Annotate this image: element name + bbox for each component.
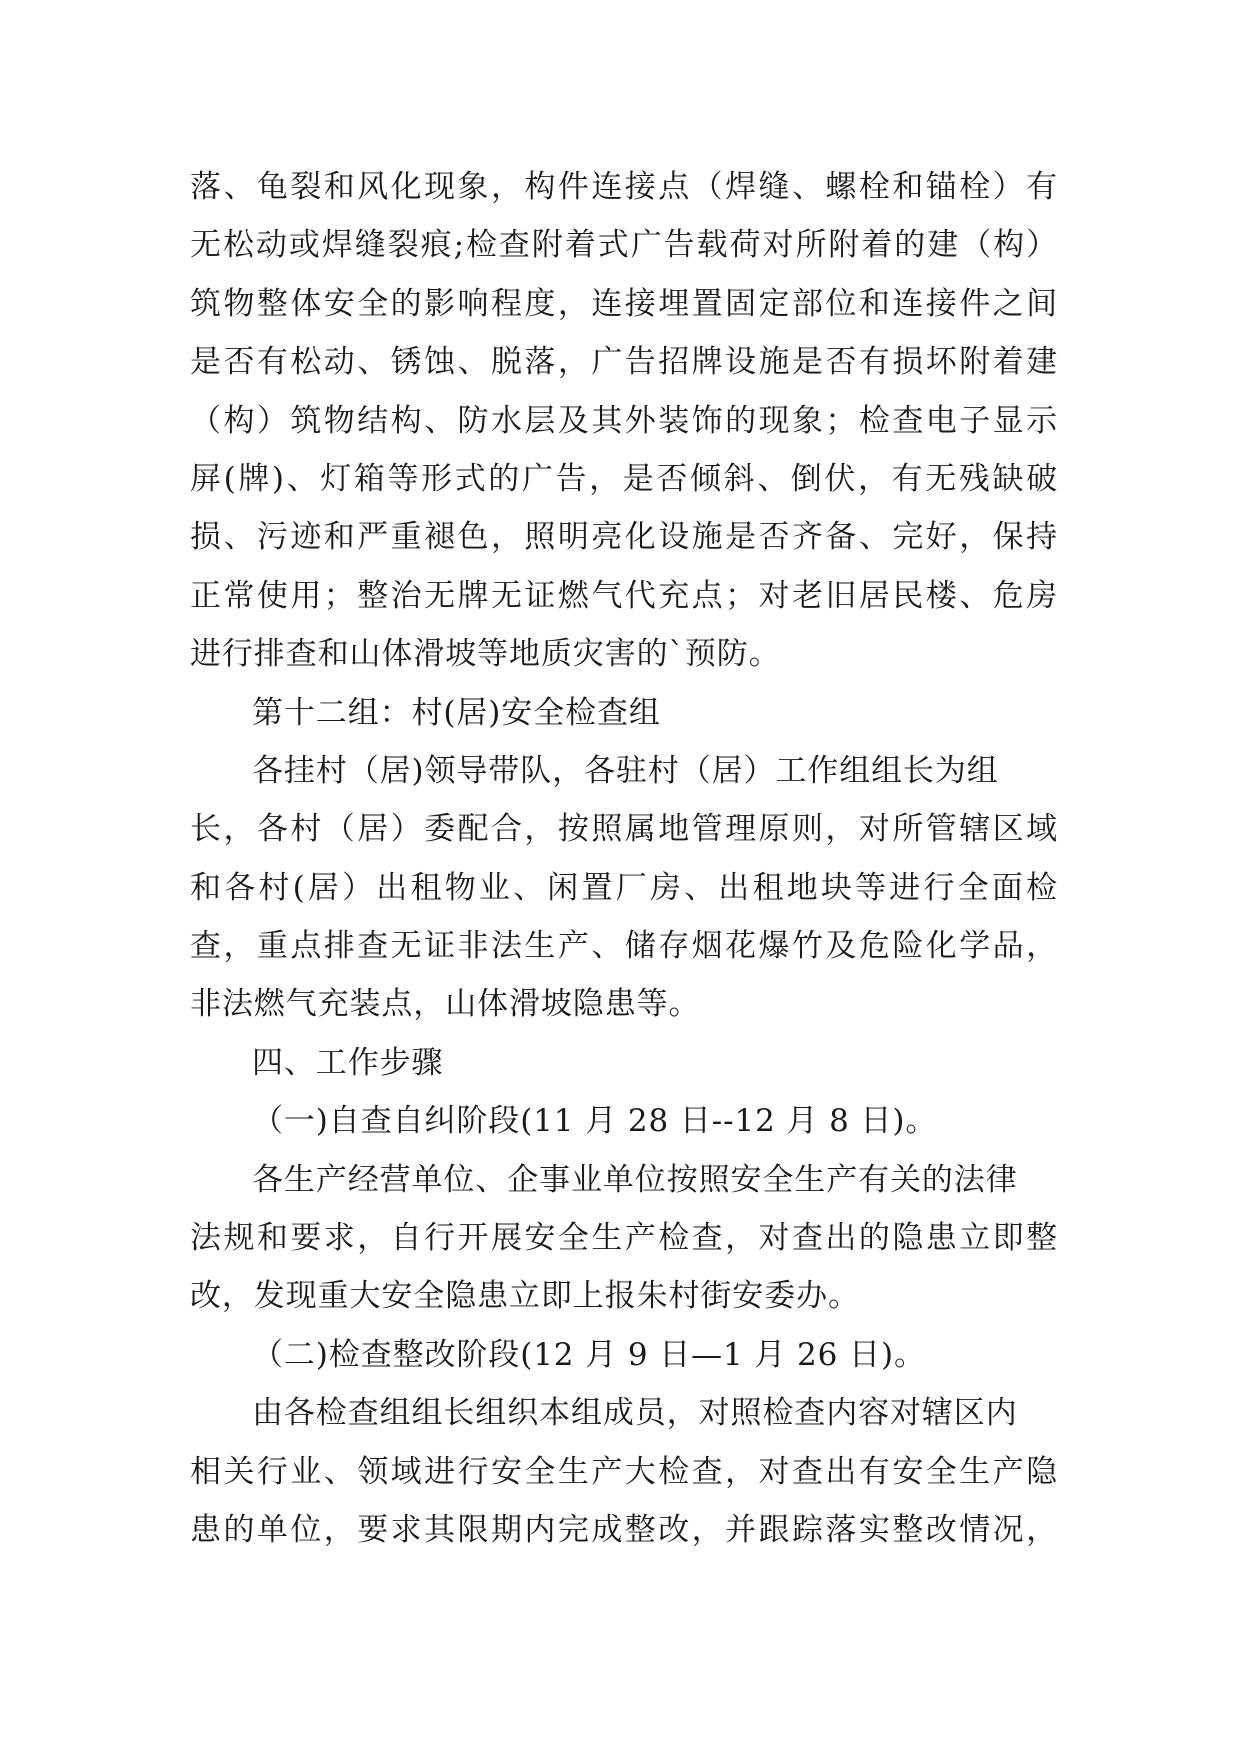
paragraph-start-line: 各生产经营单位、企事业单位按照安全生产有关的法律 (252, 1161, 1018, 1198)
section-heading-work-steps: 四、工作步骤 (252, 1044, 444, 1081)
paragraph-end-line: 非法燃气充装点，山体滑坡隐患等。 (190, 986, 701, 1023)
text-line: 正常使用；整治无牌无证燃气代充点；对老旧居民楼、危房 (190, 577, 1058, 614)
text-line: 落、龟裂和风化现象，构件连接点（焊缝、螺栓和锚栓）有 (190, 169, 1058, 205)
text-line: 无松动或焊缝裂痕;检查附着式广告载荷对所附着的建（构） (190, 227, 1058, 264)
subheading-inspection-rectification: （二)检查整改阶段(12 月 9 日—1 月 26 日)。 (252, 1336, 926, 1373)
text-line: 损、污迹和严重褪色，照明亮化设施是否齐备、完好，保持 (190, 519, 1058, 556)
text-line: 和各村(居）出租物业、闲置厂房、出租地块等进行全面检 (190, 869, 1058, 906)
text-line: 患的单位，要求其限期内完成整改，并跟踪落实整改情况， (190, 1511, 1058, 1548)
paragraph-start-line: 各挂村（居)领导带队，各驻村（居）工作组组长为组 (252, 752, 999, 789)
subheading-self-inspection: （一)自查自纠阶段(11 月 28 日--12 月 8 日)。 (252, 1103, 938, 1140)
text-line: 筑物整体安全的影响程度，连接埋置固定部位和连接件之间 (190, 285, 1058, 322)
paragraph-end-line: 改，发现重大安全隐患立即上报朱村街安委办。 (190, 1278, 860, 1315)
section-heading-group-12: 第十二组：村(居)安全检查组 (252, 694, 661, 731)
text-line: 屏(牌)、灯箱等形式的广告，是否倾斜、倒伏，有无残缺破 (190, 460, 1058, 497)
paragraph-start-line: 由各检查组组长组织本组成员，对照检查内容对辖区内 (252, 1395, 1018, 1432)
document-body (190, 158, 1058, 1559)
text-line: 查，重点排查无证非法生产、储存烟花爆竹及危险化学品， (190, 928, 1058, 965)
text-line: （构）筑物结构、防水层及其外装饰的现象；检查电子显示 (190, 402, 1058, 439)
paragraph-end-line: 进行排查和山体滑坡等地质灾害的`预防。 (190, 636, 781, 673)
text-line: 相关行业、领域进行安全生产大检查，对查出有安全生产隐 (190, 1453, 1058, 1490)
text-line: 长，各村（居）委配合，按照属地管理原则，对所管辖区域 (190, 811, 1058, 848)
text-line: 法规和要求，自行开展安全生产检查，对查出的隐患立即整 (190, 1220, 1058, 1257)
text-line: 是否有松动、锈蚀、脱落，广告招牌设施是否有损坏附着建 (190, 344, 1058, 381)
